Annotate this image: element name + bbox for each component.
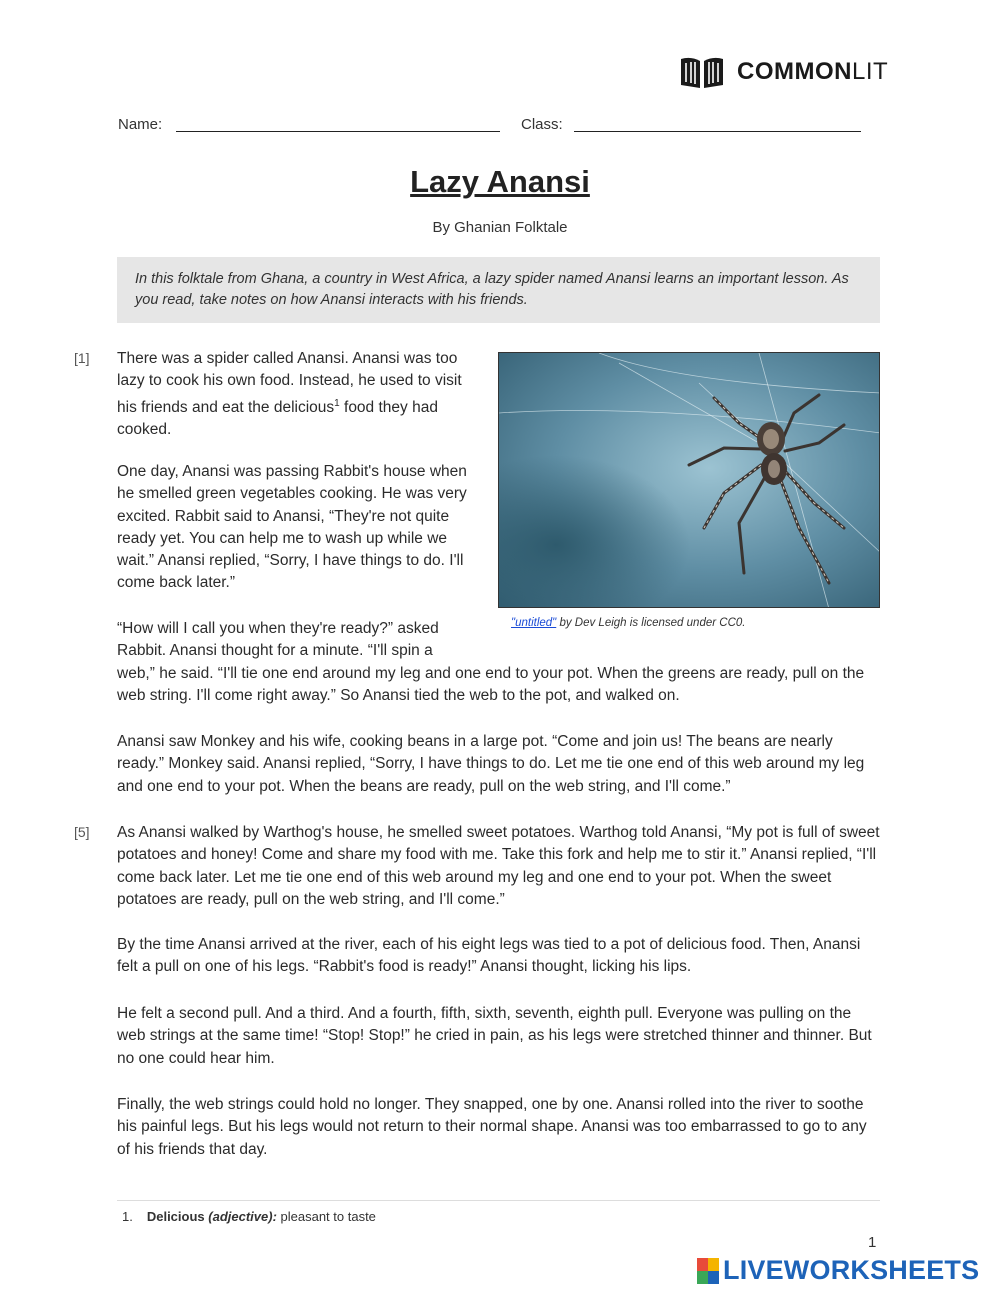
paragraph-marker-1: [1] [74, 350, 90, 366]
paragraph-marker-5: [5] [74, 824, 90, 840]
image-source-link[interactable]: "untitled" [511, 617, 557, 629]
byline: By Ghanian Folktale [432, 219, 568, 236]
footnote-ref-1[interactable]: 1 [334, 397, 340, 409]
footnote-number: 1. [122, 1209, 133, 1224]
page-title: Lazy Anansi [410, 164, 590, 199]
commonlit-logo [679, 54, 888, 90]
liveworksheets-icon [697, 1258, 719, 1284]
open-book-icon [679, 55, 725, 89]
class-label: Class: [521, 116, 563, 133]
paragraph-2: One day, Anansi was passing Rabbit's house when he smelled green vegetables cooking. He was very excited. Rabbit said to Anansi, “They're not quite ready yet. You can help me to wash up while we wait.” Anansi replied, “Sorry, I have things to do. I'll come back later.” [117, 463, 467, 592]
paragraph-6: By the time Anansi arrived at the river, each of his eight legs was tied to a pot of delicious food. Then, Anansi felt a pull on one of his legs. “Rabbit's food is ready!” Anansi thought, licking his lips. [117, 936, 861, 976]
spider-photo [498, 352, 880, 608]
footnote-definition: pleasant to taste [276, 1209, 376, 1224]
name-label: Name: [118, 116, 163, 133]
paragraph-3-start: “How will I call you when they're ready?” asked Rabbit. Anansi thought for a minute. “I'll spin a [117, 620, 439, 660]
footnote-term: Delicious [146, 1209, 205, 1224]
page-number: 1 [868, 1234, 877, 1251]
liveworksheets-text: LIVEWORKSHEETS [723, 1255, 980, 1285]
paragraph-3-end: web,” he said. “I'll tie one end around my leg and one end to your pot. When the greens are ready, pull on the web string. I'll come right away.” So Anansi tied the web to the pot, and walked on. [117, 665, 865, 705]
intro-box: In this folktale from Ghana, a country in West Africa, a lazy spider named Anansi learns an important lesson. As you read, take notes on how Anansi interacts with his friends. [117, 257, 880, 323]
footnote-part-of-speech: (adjective): [208, 1209, 277, 1224]
liveworksheets-watermark [697, 1255, 979, 1286]
image-caption [498, 617, 880, 629]
paragraph-1-text-end: food they had cooked. [117, 398, 438, 439]
paragraph-8: Finally, the web strings could hold no longer. They snapped, one by one. Anansi rolled into the river to soothe his painful legs. But his legs would not return to their normal shape. Anansi was too embarrassed to go to any of his friends that day. [117, 1096, 867, 1158]
paragraph-4: Anansi saw Monkey and his wife, cooking beans in a large pot. “Come and join us! The beans are nearly ready.” Monkey said. Anansi replied, “Sorry, I have things to do. Let me tie one end of this web around my leg and one end to your pot. When the beans are ready, pull on the web string, and I'll come.” [117, 733, 865, 795]
logo-text-bold: COMMON [737, 58, 852, 85]
footnote-divider [117, 1200, 880, 1201]
paragraph-1 [117, 348, 483, 441]
paragraph-7: He felt a second pull. And a third. And a fourth, fifth, sixth, seventh, eighth pull. Everyone was pulling on the web strings at the same time! “Stop! Stop!” he cried in pain, as his legs were stretched thinner and thinner. But no one could hear him. [117, 1005, 872, 1067]
logo-text [737, 58, 888, 86]
paragraph-1-text: There was a spider called Anansi. Anansi was too lazy to cook his own food. Instead, he used to visit his friends and eat the delicious [117, 350, 462, 416]
footnote-1 [122, 1209, 376, 1224]
spider-image [499, 353, 880, 608]
logo-text-light: LIT [851, 58, 889, 85]
class-field[interactable] [574, 131, 861, 132]
name-field[interactable] [176, 131, 500, 132]
paragraph-5: As Anansi walked by Warthog's house, he smelled sweet potatoes. Warthog told Anansi, “My pot is full of sweet potatoes and honey! Come and share my food with me. Take this fork and help me to stir it.” Anansi replied, “I'll come back later. Let me tie one end of this web around my leg and one end to your pot. When the sweet potatoes are ready, pull on the web string, and I'll come.” [117, 824, 880, 908]
caption-text: by Dev Leigh is licensed under CC0. [556, 617, 746, 629]
